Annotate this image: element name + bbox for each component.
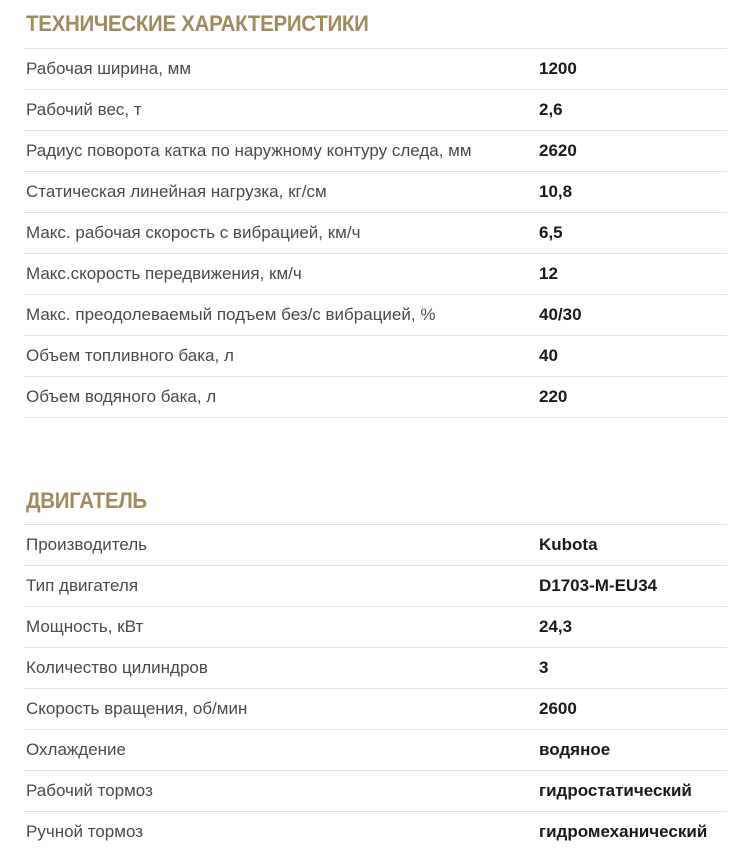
spec-label: Объем топливного бака, л: [26, 346, 234, 365]
table-row: [24, 213, 727, 254]
table-row: [24, 689, 727, 730]
spec-label: Макс. преодолеваемый подъем без/с вибрацией, %: [26, 305, 436, 324]
spec-value: 2600: [539, 699, 577, 718]
spec-label: Рабочая ширина, мм: [26, 59, 192, 78]
spec-value: 6,5: [539, 223, 563, 242]
spec-label: Радиус поворота катка по наружному контуру следа, мм: [26, 141, 472, 160]
spec-value: 220: [539, 387, 568, 406]
engine-specs-table: [24, 524, 727, 852]
spec-label: Производитель: [26, 535, 148, 554]
table-row: [24, 295, 727, 336]
technical-specs-table: [24, 48, 727, 418]
spec-value: 12: [539, 264, 558, 283]
spec-value: гидростатический: [539, 781, 692, 800]
spec-label: Рабочий тормоз: [26, 781, 153, 800]
spec-label: Количество цилиндров: [26, 658, 208, 677]
table-row: [24, 566, 727, 607]
spec-label: Рабочий вес, т: [26, 100, 142, 119]
technical-specs-title: ТЕХНИЧЕСКИЕ ХАРАКТЕРИСТИКИ: [26, 11, 369, 36]
spec-value: 40: [539, 346, 558, 365]
spec-value: 10,8: [539, 182, 573, 201]
spec-label: Тип двигателя: [26, 576, 139, 595]
spec-value: водяное: [539, 740, 611, 759]
table-row: [24, 730, 727, 771]
table-row: [24, 525, 727, 566]
table-row: [24, 90, 727, 131]
table-row: [24, 377, 727, 418]
spec-label: Ручной тормоз: [26, 822, 144, 841]
spec-label: Макс. рабочая скорость с вибрацией, км/ч: [26, 223, 361, 242]
engine-title: ДВИГАТЕЛЬ: [26, 488, 147, 513]
spec-label: Охлаждение: [26, 740, 126, 759]
spec-label: Объем водяного бака, л: [26, 387, 217, 406]
spec-value: 2620: [539, 141, 577, 160]
table-row: [24, 131, 727, 172]
table-row: [24, 771, 727, 812]
spec-value: D1703-M-EU34: [539, 576, 658, 595]
spec-label: Макс.скорость передвижения, км/ч: [26, 264, 302, 283]
table-row: [24, 607, 727, 648]
spec-label: Скорость вращения, об/мин: [26, 699, 248, 718]
spec-label: Статическая линейная нагрузка, кг/см: [26, 182, 327, 201]
table-row: [24, 254, 727, 295]
spec-value: 3: [539, 658, 549, 677]
table-row: [24, 172, 727, 213]
spec-value: 1200: [539, 59, 577, 78]
table-row: [24, 812, 727, 853]
spec-value: 40/30: [539, 305, 582, 324]
table-row: [24, 648, 727, 689]
spec-value: 2,6: [539, 100, 563, 119]
spec-value: 24,3: [539, 617, 573, 636]
spec-value: гидромеханический: [539, 822, 708, 841]
table-row: [24, 336, 727, 377]
table-row: [24, 49, 727, 90]
spec-label: Мощность, кВт: [26, 617, 144, 636]
spec-value: Kubota: [539, 535, 598, 554]
